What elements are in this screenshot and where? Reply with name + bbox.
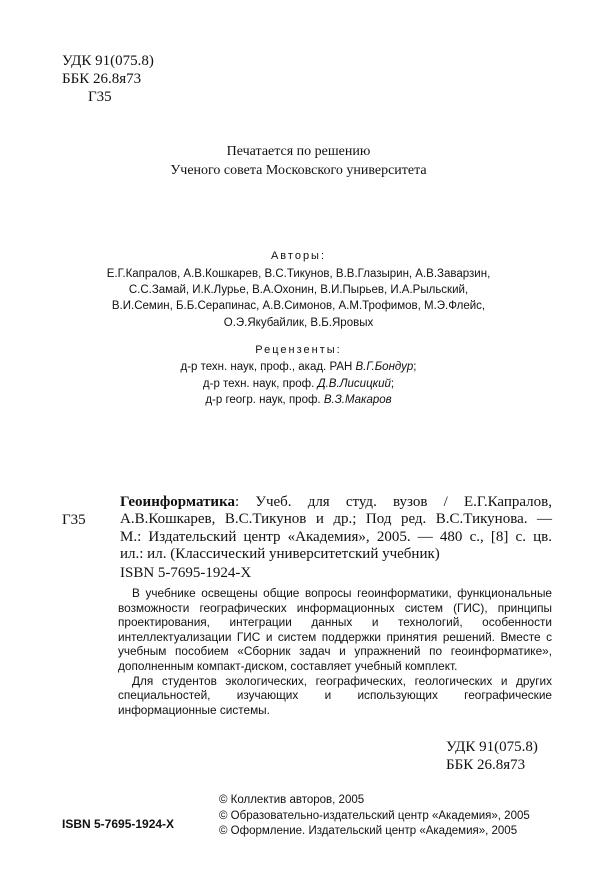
author-mark: Г35 <box>88 89 112 105</box>
book-isbn: ISBN 5-7695-1924-X <box>120 565 252 581</box>
udk-code: УДК 91(075.8) <box>62 53 154 69</box>
reviewer-line <box>0 359 597 376</box>
udk-code: УДК 91(075.8) <box>446 739 538 755</box>
classification-bottom <box>446 738 538 774</box>
annotation-paragraph: Для студентов экологических, географических, геологических и других специальностей, изучающих и использующих географические информационные системы. <box>118 673 552 717</box>
approval-line-2: Ученого совета Московского университета <box>170 163 427 178</box>
bbk-code: ББК 26.8я73 <box>446 757 526 773</box>
reviewer-line <box>0 376 597 393</box>
copyright-line: © Коллектив авторов, 2005 <box>219 794 365 806</box>
annotation-paragraph: В учебнике освещены общие вопросы геоинформатики, функциональные возможности географических информационных систем (ГИС), принципы проектирования, интеграции данных и технологий, особенности интеллектуализации ГИС и систем поддержки принятия решений. Вместе с учебным пособием «Сборник задач и упражнений по геоинформатике», дополненным компакт-диском, составляет учебный комплект. <box>118 586 552 673</box>
bib-author-mark: Г35 <box>62 512 86 528</box>
reviewers-list <box>0 359 597 409</box>
book-title: Геоинформатика <box>120 494 235 510</box>
authors-list <box>0 266 597 331</box>
authors-line: С.С.Замай, И.К.Лурье, В.А.Охонин, В.И.Пырьев, И.А.Рыльский, <box>128 284 469 297</box>
copyright-line: © Образовательно-издательский центр «Академия», 2005 <box>219 809 530 822</box>
annotation <box>118 586 552 717</box>
bib-line-1-rest: : Учеб. для студ. вузов / Е.Г.Капралов, <box>235 494 552 510</box>
authors-line: В.И.Семин, Б.Б.Серапинас, А.В.Симонов, А.М.Трофимов, М.Э.Флейс, <box>111 300 486 313</box>
reviewer-punct: ; <box>413 361 417 373</box>
bibliographic-record <box>120 494 552 563</box>
classification-top <box>62 52 154 106</box>
copyright-line: © Оформление. Издательский центр «Академия», 2005 <box>219 825 518 837</box>
copyright-block <box>219 793 530 840</box>
reviewer-line <box>0 392 597 409</box>
approval-line-1: Печатается по решению <box>226 144 371 159</box>
authors-heading: Авторы: <box>270 250 327 262</box>
bib-line-2: А.В.Кошкарев, В.С.Тикунов и др.; Под ред. В.С.Тикунова. — <box>120 511 552 528</box>
reviewer-punct: ; <box>390 377 395 390</box>
approval-note <box>0 142 597 180</box>
reviewer-title: д-р техн. наук, проф., акад. РАН <box>180 361 353 373</box>
reviewer-title: д-р геогр. наук, проф. <box>205 394 321 406</box>
authors-line: О.Э.Якубайлик, В.Б.Яровых <box>223 316 374 329</box>
reviewer-title: д-р техн. наук, проф. <box>202 377 315 390</box>
bib-line-1 <box>120 494 552 511</box>
reviewer-name: В.Г.Бондур <box>355 361 414 373</box>
bib-line-4: ил.: ил. (Классический университетский учебник) <box>120 545 440 562</box>
reviewer-name: Д.В.Лисицкий <box>317 377 391 390</box>
authors-line: Е.Г.Капралов, А.В.Кошкарев, В.С.Тикунов, В.В.Глазырин, А.В.Заварзин, <box>106 268 491 280</box>
footer-isbn: ISBN 5-7695-1924-X <box>62 817 175 831</box>
reviewer-name: В.З.Макаров <box>323 394 392 406</box>
reviewers-heading: Рецензенты: <box>255 344 342 356</box>
bib-line-3: М.: Издательский центр «Академия», 2005. — 480 с., [8] с. цв. <box>120 528 552 545</box>
bbk-code: ББК 26.8я73 <box>62 71 142 87</box>
